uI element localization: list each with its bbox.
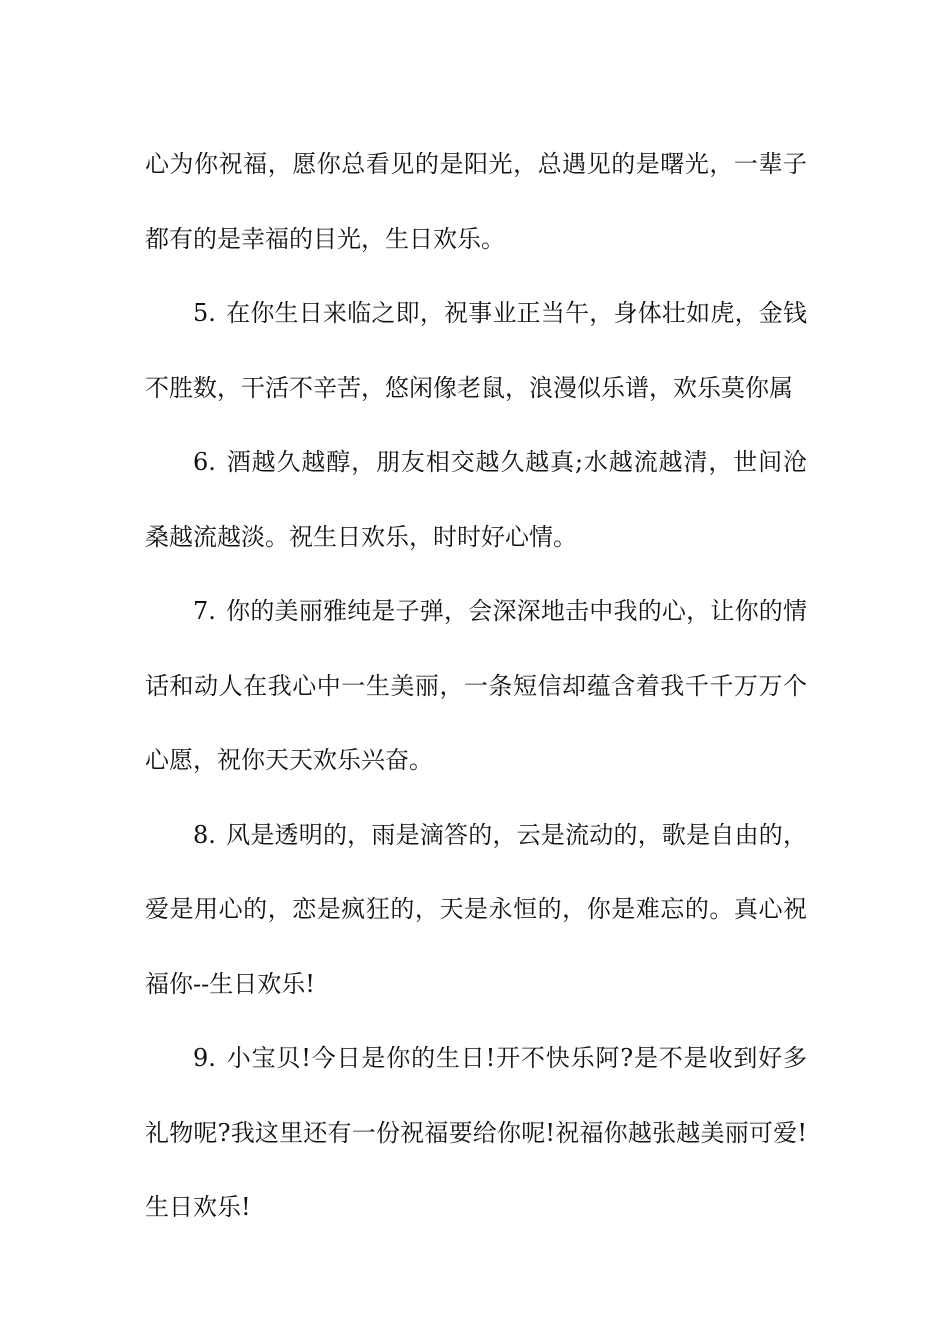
paragraph-9 — [145, 1021, 807, 1245]
paragraph-number: 5. — [193, 299, 216, 327]
paragraph-text: 在你生日来临之即，祝事业正当午，身体壮如虎，金钱不胜数，干活不辛苦，悠闲像老鼠，浪漫似乐谱，欢乐莫你属 — [145, 299, 807, 402]
paragraph-text: 小宝贝!今日是你的生日!开不快乐阿?是不是收到好多礼物呢?我这里还有一份祝福要给你呢!祝福你越张越美丽可爱!生日欢乐! — [145, 1044, 807, 1221]
paragraph-text: 酒越久越醇，朋友相交越久越真;水越流越清，世间沧桑越流越淡。祝生日欢乐，时时好心情。 — [145, 448, 807, 551]
paragraph-number: 7. — [193, 597, 216, 625]
paragraph-continuation — [145, 127, 807, 276]
paragraph-5 — [145, 276, 807, 425]
paragraph-8 — [145, 798, 807, 1022]
paragraph-6 — [145, 425, 807, 574]
paragraph-text: 你的美丽雅纯是子弹，会深深地击中我的心，让你的情话和动人在我心中一生美丽，一条短信却蕴含着我千千万万个心愿，祝你天天欢乐兴奋。 — [145, 597, 807, 774]
paragraph-7 — [145, 574, 807, 798]
paragraph-text: 风是透明的，雨是滴答的，云是流动的，歌是自由的，爱是用心的，恋是疯狂的，天是永恒的，你是难忘的。真心祝福你--生日欢乐! — [145, 820, 807, 998]
paragraph-number: 9. — [193, 1044, 216, 1072]
document-body — [145, 127, 807, 1245]
paragraph-number: 8. — [193, 820, 216, 849]
paragraph-number: 6. — [193, 448, 216, 476]
paragraph-text: 心为你祝福，愿你总看见的是阳光，总遇见的是曙光，一辈子都有的是幸福的目光，生日欢乐。 — [145, 150, 807, 253]
